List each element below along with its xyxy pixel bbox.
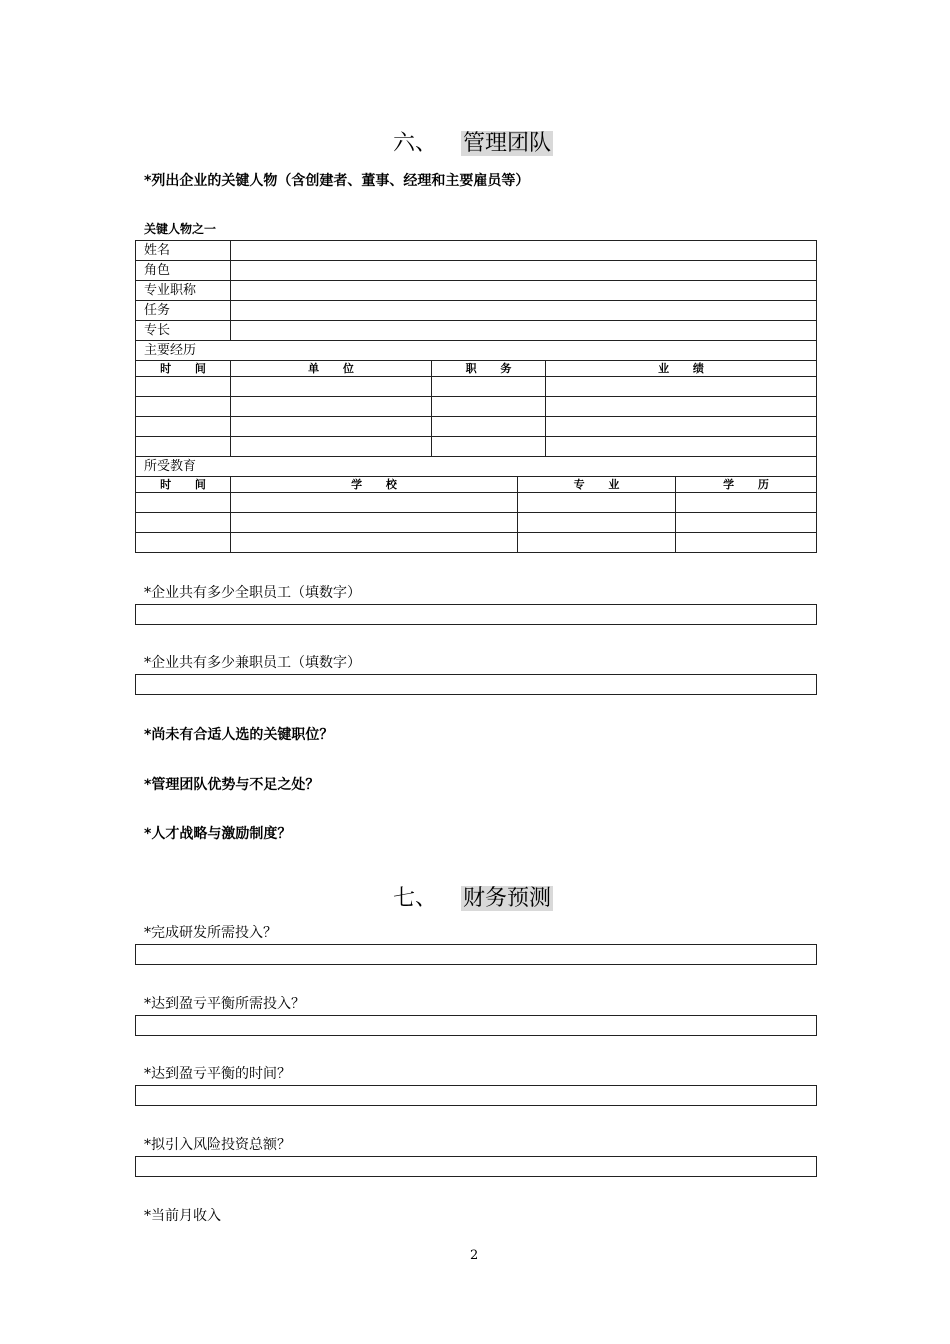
- parttime-employees-label: *企业共有多少兼职员工（填数字）: [144, 655, 361, 671]
- key-person-table: [135, 240, 817, 457]
- rd-investment-label: *完成研发所需投入？: [144, 925, 277, 941]
- education-cell[interactable]: [231, 493, 518, 513]
- education-row: [136, 493, 817, 513]
- key-person-label: 关键人物之一: [144, 222, 217, 236]
- education-cell[interactable]: [136, 513, 231, 533]
- profile-label: 专业职称: [136, 281, 231, 301]
- experience-cell[interactable]: [546, 417, 817, 437]
- education-cell[interactable]: [136, 493, 231, 513]
- experience-cell[interactable]: [136, 397, 231, 417]
- education-table: [135, 456, 817, 553]
- experience-cell[interactable]: [136, 437, 231, 457]
- experience-header: 职 务: [432, 361, 546, 377]
- monthly-revenue-label: *当前月收入: [144, 1208, 221, 1224]
- experience-cell[interactable]: [136, 377, 231, 397]
- experience-cell[interactable]: [546, 397, 817, 417]
- education-cell[interactable]: [136, 533, 231, 553]
- talent-strategy-question: *人才战略与激励制度？: [144, 826, 292, 842]
- role-field[interactable]: [231, 261, 817, 281]
- profile-row-specialty: [136, 321, 817, 341]
- breakeven-time-input[interactable]: [135, 1085, 817, 1106]
- education-row: [136, 513, 817, 533]
- breakeven-time-label: *达到盈亏平衡的时间？: [144, 1066, 291, 1082]
- task-field[interactable]: [231, 301, 817, 321]
- education-cell[interactable]: [518, 533, 676, 553]
- education-label: 所受教育: [136, 457, 817, 477]
- experience-header: 单 位: [231, 361, 432, 377]
- experience-cell[interactable]: [432, 377, 546, 397]
- profile-row-role: [136, 261, 817, 281]
- experience-header-row: [136, 361, 817, 377]
- profile-row-name: [136, 241, 817, 261]
- experience-cell[interactable]: [432, 417, 546, 437]
- experience-row: [136, 437, 817, 457]
- education-cell[interactable]: [231, 513, 518, 533]
- experience-label-row: [136, 341, 817, 361]
- education-cell[interactable]: [231, 533, 518, 553]
- experience-row: [136, 397, 817, 417]
- section6-heading: [393, 126, 553, 157]
- breakeven-investment-label: *达到盈亏平衡所需投入？: [144, 996, 305, 1012]
- fulltime-employees-input[interactable]: [135, 604, 817, 625]
- experience-header: 时 间: [136, 361, 231, 377]
- vacant-key-positions-question: *尚未有合适人选的关键职位？: [144, 727, 334, 743]
- education-cell[interactable]: [518, 513, 676, 533]
- experience-row: [136, 417, 817, 437]
- experience-cell[interactable]: [546, 437, 817, 457]
- education-cell[interactable]: [676, 493, 817, 513]
- education-cell[interactable]: [518, 493, 676, 513]
- education-header: 专 业: [518, 477, 676, 493]
- section7-heading: [393, 881, 553, 912]
- experience-label: 主要经历: [136, 341, 817, 361]
- profile-label: 专长: [136, 321, 231, 341]
- vc-total-label: *拟引入风险投资总额？: [144, 1137, 291, 1153]
- education-row: [136, 533, 817, 553]
- profile-row-title: [136, 281, 817, 301]
- team-strengths-question: *管理团队优势与不足之处？: [144, 777, 320, 793]
- professional-title-field[interactable]: [231, 281, 817, 301]
- education-header: 时 间: [136, 477, 231, 493]
- profile-label: 任务: [136, 301, 231, 321]
- experience-cell[interactable]: [231, 397, 432, 417]
- page-number: 2: [470, 1248, 479, 1263]
- section6-instruction: *列出企业的关键人物（含创建者、董事、经理和主要雇员等）: [144, 173, 530, 189]
- profile-label: 姓名: [136, 241, 231, 261]
- experience-cell[interactable]: [231, 377, 432, 397]
- section6-number: 六、: [393, 131, 438, 156]
- name-field[interactable]: [231, 241, 817, 261]
- experience-row: [136, 377, 817, 397]
- education-label-row: [136, 457, 817, 477]
- education-header-row: [136, 477, 817, 493]
- rd-investment-input[interactable]: [135, 944, 817, 965]
- section6-title: 管理团队: [463, 131, 552, 156]
- breakeven-investment-input[interactable]: [135, 1015, 817, 1036]
- experience-cell[interactable]: [231, 417, 432, 437]
- education-cell[interactable]: [676, 513, 817, 533]
- education-header: 学 校: [231, 477, 518, 493]
- profile-row-task: [136, 301, 817, 321]
- experience-cell[interactable]: [231, 437, 432, 457]
- experience-cell[interactable]: [432, 397, 546, 417]
- education-header: 学 历: [676, 477, 817, 493]
- experience-cell[interactable]: [546, 377, 817, 397]
- section7-number: 七、: [393, 886, 438, 911]
- experience-cell[interactable]: [432, 437, 546, 457]
- education-cell[interactable]: [676, 533, 817, 553]
- profile-label: 角色: [136, 261, 231, 281]
- fulltime-employees-label: *企业共有多少全职员工（填数字）: [144, 585, 361, 601]
- section7-title: 财务预测: [463, 886, 552, 911]
- specialty-field[interactable]: [231, 321, 817, 341]
- experience-header: 业 绩: [546, 361, 817, 377]
- parttime-employees-input[interactable]: [135, 674, 817, 695]
- experience-cell[interactable]: [136, 417, 231, 437]
- vc-total-input[interactable]: [135, 1156, 817, 1177]
